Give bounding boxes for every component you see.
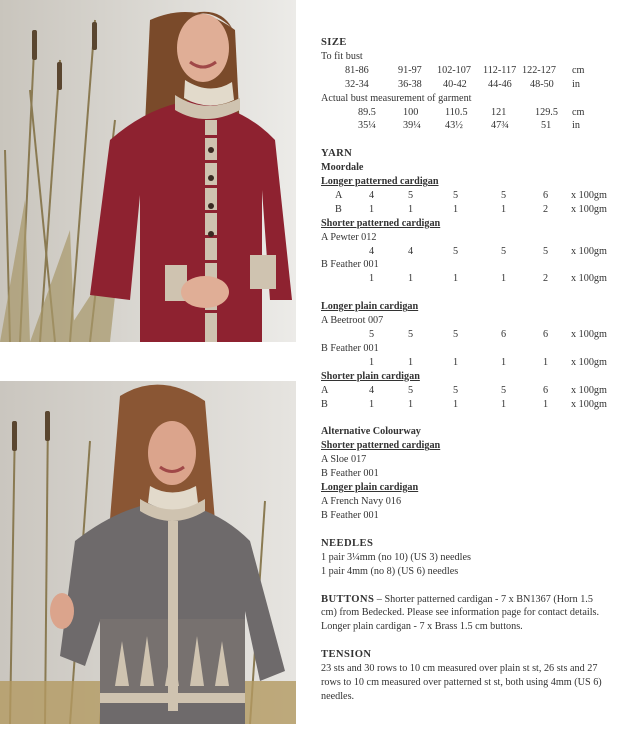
table-cell: 5: [501, 384, 507, 396]
table-cell: 6: [501, 329, 507, 341]
table-cell: 40-42: [443, 78, 467, 90]
longer-patterned-title: Longer patterned cardigan: [321, 176, 439, 188]
table-cell: 1: [501, 203, 507, 215]
table-cell: 89.5: [358, 106, 376, 118]
yarn-brand: Moordale: [321, 162, 364, 174]
table-cell: 1: [501, 356, 507, 368]
table-cell: 6: [543, 384, 549, 396]
table-cell: 100: [403, 106, 419, 118]
longer-plain-b-label: B Feather 001: [321, 342, 379, 354]
table-cell: 4: [369, 190, 375, 201]
unit-label: cm: [572, 106, 585, 118]
table-cell: 112-117: [483, 64, 517, 76]
shorter-patterned-b-label: B Feather 001: [321, 259, 379, 271]
table-row: [321, 203, 621, 217]
table-cell: 1: [369, 203, 375, 215]
longer-plain-title: Longer plain cardigan: [321, 301, 419, 313]
table-cell: 51: [541, 120, 552, 132]
unit-label: x 100gm: [571, 398, 607, 410]
unit-label: in: [572, 78, 580, 90]
table-cell: 1: [543, 398, 549, 410]
yarn-heading: YARN: [321, 148, 353, 160]
row-label: B: [321, 398, 328, 410]
table-cell: 1: [408, 273, 414, 285]
table-cell: 5: [501, 245, 507, 257]
table-cell: 2: [543, 203, 549, 215]
alt-longer-plain-a: A French Navy 016: [321, 496, 402, 507]
unit-label: x 100gm: [571, 190, 607, 201]
table-cell: 1: [453, 273, 459, 285]
fit-cm-row: [321, 64, 621, 78]
alt-shorter-patterned-title: Shorter patterned cardigan: [321, 440, 441, 452]
needles-line: 1 pair 3¼mm (no 10) (US 3) needles: [321, 551, 471, 563]
fit-in-row: [321, 78, 621, 92]
actual-cm-row: [321, 106, 621, 120]
table-row: [321, 384, 621, 398]
table-cell: 6: [543, 329, 549, 341]
table-cell: 1: [543, 356, 549, 368]
model-red-cardigan-photo: [0, 0, 296, 342]
alt-longer-plain-title: Longer plain cardigan: [321, 482, 419, 494]
table-row: [321, 398, 621, 412]
table-cell: 32-34: [345, 78, 369, 90]
needles-heading: NEEDLES: [321, 537, 374, 549]
table-cell: 48-50: [530, 78, 554, 90]
table-row: [321, 328, 621, 342]
table-cell: 5: [408, 329, 414, 341]
row-label: A: [321, 384, 329, 396]
tension-text: 23 sts and 30 rows to 10 cm measured over plain st st, 26 sts and 27 rows to 10 cm measured over patterned st st, both using 4mm (US 6) needles.: [321, 663, 602, 702]
buttons-text: – Shorter patterned cardigan - 7 x BN1367 (Horn 1.5 cm) from Bedecked. Please see information page for contact details. Longer plain cardigan - 7 x Brass 1.5 cm buttons.: [321, 593, 600, 633]
alternative-colourway-heading: Alternative Colourway: [321, 426, 421, 438]
table-cell: 35¼: [358, 120, 376, 132]
table-row: [321, 272, 621, 286]
table-cell: 5: [408, 190, 414, 201]
table-cell: 39¼: [403, 120, 421, 132]
table-cell: 47¾: [491, 120, 509, 132]
unit-label: cm: [572, 64, 585, 76]
fit-bust-label: To fit bust: [321, 50, 363, 62]
table-cell: 44-46: [488, 78, 512, 90]
table-cell: 1: [501, 273, 507, 285]
longer-plain-a-label: A Beetroot 007: [321, 315, 384, 327]
actual-bust-label: Actual bust measurement of garment: [321, 92, 472, 104]
table-cell: 1: [453, 398, 459, 410]
table-cell: 110.5: [445, 106, 468, 118]
table-cell: 1: [369, 356, 375, 368]
table-cell: 5: [453, 329, 459, 341]
pattern-info-column: [321, 36, 621, 704]
unit-label: x 100gm: [571, 203, 607, 215]
table-cell: 5: [453, 384, 459, 396]
table-cell: 122-127: [522, 64, 556, 76]
table-row: [321, 245, 621, 259]
table-cell: 1: [453, 203, 459, 215]
table-cell: 6: [543, 190, 549, 201]
unit-label: x 100gm: [571, 356, 607, 368]
table-cell: 5: [543, 245, 549, 257]
table-cell: 91-97: [398, 64, 422, 76]
table-cell: 4: [369, 384, 375, 396]
shorter-patterned-title: Shorter patterned cardigan: [321, 217, 441, 229]
table-cell: 5: [453, 190, 459, 201]
actual-in-row: [321, 119, 621, 133]
table-cell: 1: [408, 203, 414, 215]
shorter-patterned-a-label: A Pewter 012: [321, 231, 377, 243]
table-cell: 102-107: [437, 64, 471, 76]
shorter-plain-title: Shorter plain cardigan: [321, 370, 420, 382]
row-label: B: [335, 203, 342, 215]
row-label: A: [335, 190, 343, 201]
table-cell: 1: [408, 398, 414, 410]
alt-shorter-patterned-a: A Sloe 017: [321, 454, 367, 466]
table-cell: 81-86: [345, 64, 369, 76]
alt-shorter-patterned-b: B Feather 001: [321, 468, 379, 480]
unit-label: x 100gm: [571, 245, 607, 257]
table-row: [321, 189, 621, 203]
tension-heading: TENSION: [321, 649, 372, 661]
table-cell: 1: [408, 356, 414, 368]
size-heading: SIZE: [321, 37, 347, 48]
table-cell: 5: [501, 190, 507, 201]
buttons-paragraph: [321, 593, 611, 635]
table-cell: 129.5: [535, 106, 558, 118]
table-cell: 1: [453, 356, 459, 368]
alt-longer-plain-b: B Feather 001: [321, 509, 379, 521]
model-grey-cardigan-photo: [0, 381, 296, 724]
needles-line: 1 pair 4mm (no 8) (US 6) needles: [321, 565, 459, 577]
table-cell: 2: [543, 273, 549, 285]
table-cell: 5: [453, 245, 459, 257]
unit-label: in: [572, 120, 580, 132]
table-cell: 36-38: [398, 78, 422, 90]
table-cell: 1: [369, 398, 375, 410]
table-cell: 1: [501, 398, 507, 410]
buttons-heading: BUTTONS: [321, 593, 375, 605]
unit-label: x 100gm: [571, 384, 607, 396]
table-cell: 4: [408, 245, 414, 257]
table-cell: 43½: [445, 120, 463, 132]
unit-label: x 100gm: [571, 329, 607, 341]
unit-label: x 100gm: [571, 273, 607, 285]
table-cell: 4: [369, 245, 375, 257]
table-row: [321, 356, 621, 370]
table-cell: 5: [369, 329, 375, 341]
table-cell: 1: [369, 273, 375, 285]
table-cell: 5: [408, 384, 414, 396]
table-cell: 121: [491, 106, 507, 118]
